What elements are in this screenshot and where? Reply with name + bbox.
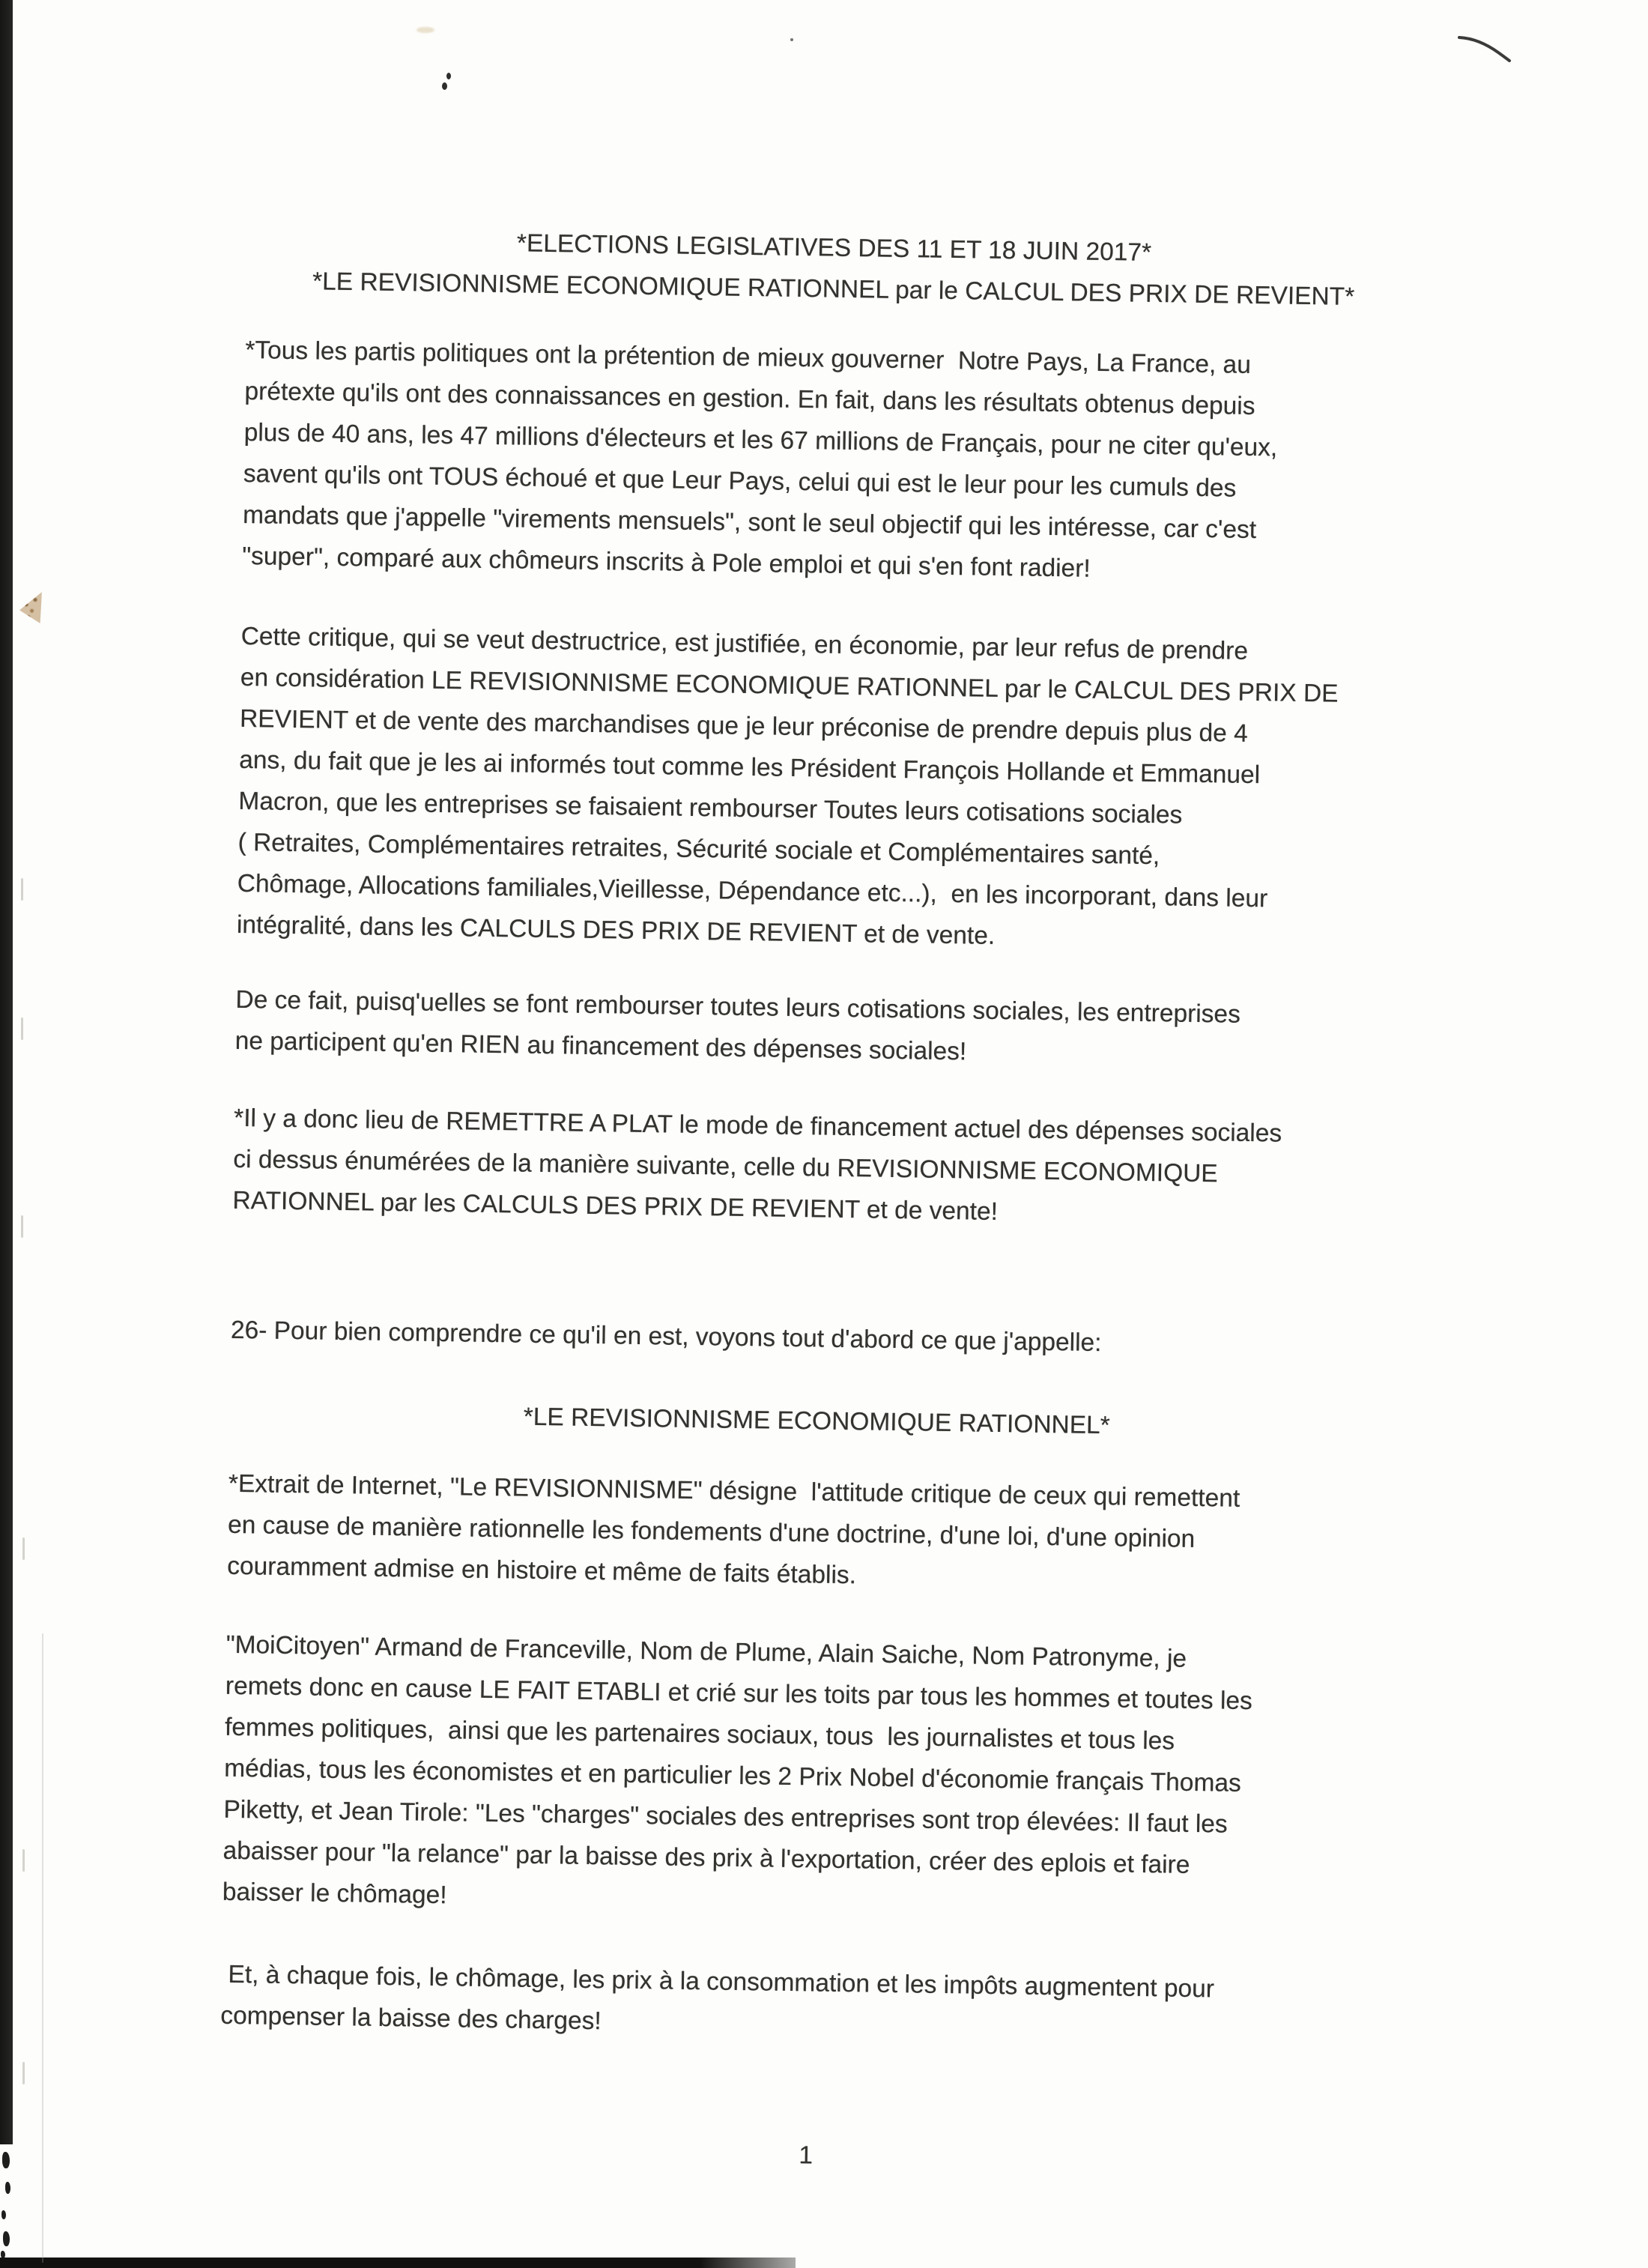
paragraph-5: *Extrait de Internet, "Le REVISIONNISME" désigne l'attitude critique de ceux qui remettent en cause de manière rationnelle les fondements d'une doctrine, d'une loi, d'une opinion couramment admise en histoire et même de faits établis. (227, 1469, 1240, 1590)
margin-tick (22, 2062, 25, 2084)
paper-smudge (416, 27, 434, 33)
ink-dot (442, 82, 447, 90)
margin-tick (21, 878, 23, 901)
document-title-line-2: *LE REVISIONNISME ECONOMIQUE RATIONNEL par le CALCUL DES PRIX DE REVIENT* (312, 267, 1355, 311)
page-number: 1 (799, 2141, 814, 2170)
scan-edge-left-dot (3, 2231, 10, 2246)
scan-edge-left-dot (5, 2182, 10, 2194)
pen-stroke-mark (1446, 30, 1521, 67)
scan-edge-bottom-bar (0, 2258, 796, 2268)
section-heading: *LE REVISIONNISME ECONOMIQUE RATIONNEL* (523, 1403, 1111, 1440)
paragraph-2: Cette critique, qui se veut destructrice, est justifiée, en économie, par leur refus de prendre en considération LE REVISIONNISME ECONOMIQUE RATIONNEL par le CALCUL DES PRIX DE REVIENT et de vente des marchandises que je leur préconise de prendre depuis plus de 4 ans, du fait que je les ai informés tout comme les Président François Hollande et Emmanuel Macron, que les entreprises se faisaient rembourser Toutes leurs cotisations sociales ( Retraites, Complémentaires retraites, Sécurité sociale et Complémentaires santé, Chômage, Allocations familiales,Vieillesse, Dépendance etc...), en les incorporant, dans leur intégralité, dans les CALCULS DES PRIX DE REVIENT et de vente. (236, 622, 1339, 950)
paragraph-6: "MoiCitoyen" Armand de Franceville, Nom de Plume, Alain Saiche, Nom Patronyme, je remets donc en cause LE FAIT ETABLI et crié sur les toits par tous les hommes et toutes les femmes politiques, ainsi que les partenaires sociaux, tous les journalistes et tous les médias, tous les économistes et en particulier les 2 Prix Nobel d'économie français Thomas Piketty, et Jean Tirole: "Les "charges" sociales des entreprises sont trop élevées: Il faut les abaisser pour "la relance" par la baisse des prix à l'exportation, créer des eplois et faire baisser le chômage! (222, 1630, 1253, 1910)
document-content (218, 219, 1421, 2185)
scan-edge-left-bar (0, 0, 13, 2144)
margin-tick (21, 1215, 23, 1238)
paper-smudge (19, 592, 42, 623)
margin-tick (21, 1017, 23, 1040)
paragraph-1: *Tous les partis politiques ont la prétention de mieux gouverner Notre Pays, La France, au prétexte qu'ils ont des connaissances en gestion. En fait, dans les résultats obtenus depuis plus de 40 ans, les 47 millions d'électeurs et les 67 millions de Français, pour ne citer qu'eux, savent qu'ils ont TOUS échoué et que Leur Pays, celui qui est le leur pour les cumuls des mandats que j'appelle "virements mensuels", sont le seul objectif qui les intéresse, car c'est "super", comparé aux chômeurs inscrits à Pole emploi et qui s'en font radier! (242, 336, 1278, 583)
margin-tick (22, 1537, 25, 1560)
paragraph-3: De ce fait, puisq'uelles se font rembourser toutes leurs cotisations sociales, les entreprises ne participent qu'en RIEN au financement des dépenses sociales! (234, 985, 1241, 1066)
ink-dot (446, 73, 451, 79)
scan-edge-left-dot (1, 2210, 6, 2219)
document-title-line-1: *ELECTIONS LEGISLATIVES DES 11 ET 18 JUIN 2017* (516, 229, 1152, 267)
margin-tick (22, 1849, 25, 1872)
scan-edge-left-dot (2, 2152, 10, 2168)
paragraph-4: *Il y a donc lieu de REMETTRE A PLAT le mode de financement actuel des dépenses sociales ci dessus énumérées de la manière suivante, celle du REVISIONNISME ECONOMIQUE RATIONNEL par les CALCULS DES PRIX DE REVIENT et de vente! (232, 1104, 1282, 1227)
section-26-line: 26- Pour bien comprendre ce qu'il en est, voyons tout d'abord ce que j'appelle: (230, 1316, 1102, 1358)
scan-streak-line (42, 1633, 43, 2263)
ink-speck (790, 38, 793, 41)
paragraph-7: Et, à chaque fois, le chômage, les prix à la consommation et les impôts augmentent pour compenser la baisse des charges! (220, 1960, 1215, 2036)
